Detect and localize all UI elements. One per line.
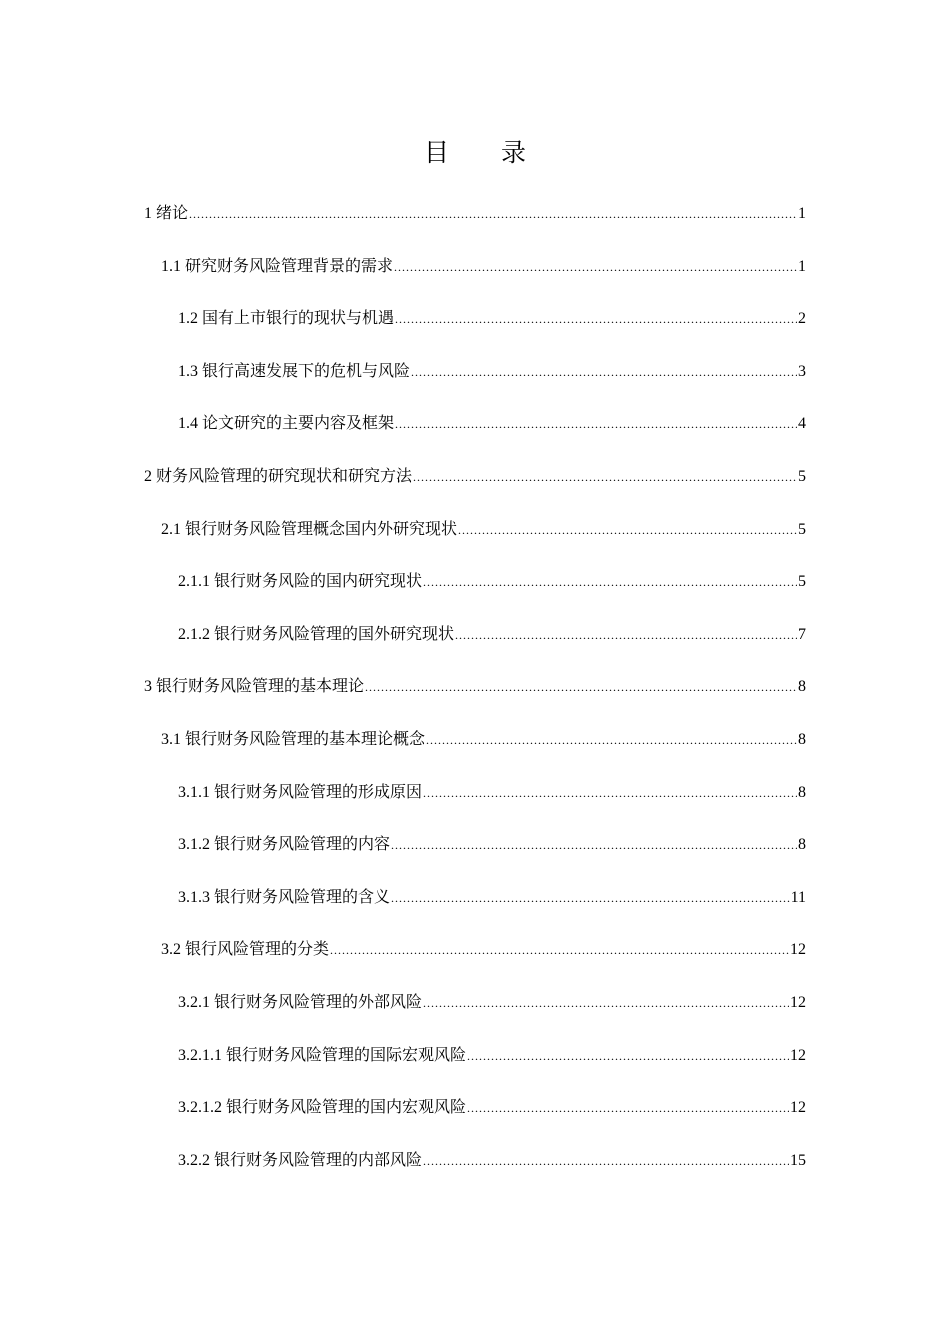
dot-leader bbox=[395, 305, 797, 333]
toc-entry[interactable] bbox=[178, 410, 806, 438]
toc-entry[interactable] bbox=[178, 1042, 806, 1070]
toc-entry-title: 1 绪论 bbox=[144, 205, 189, 222]
toc-entry-title: 2 财务风险管理的研究现状和研究方法 bbox=[144, 468, 413, 485]
toc-entry[interactable] bbox=[178, 779, 806, 807]
dot-leader bbox=[455, 621, 797, 649]
toc-entry[interactable] bbox=[144, 463, 806, 491]
toc-entry-page-number: 4 bbox=[798, 415, 806, 432]
dot-leader bbox=[423, 779, 797, 807]
toc-entry-page-number: 12 bbox=[790, 994, 806, 1011]
toc-entry-page-number: 8 bbox=[798, 784, 806, 801]
toc-entry-title: 3.2.1 银行财务风险管理的外部风险 bbox=[178, 994, 423, 1011]
toc-entry-title: 3.1.3 银行财务风险管理的含义 bbox=[178, 889, 391, 906]
toc-entry-page-number: 8 bbox=[798, 836, 806, 853]
toc-entry-title: 1.3 银行高速发展下的危机与风险 bbox=[178, 363, 411, 380]
toc-entry-page-number: 11 bbox=[790, 889, 806, 906]
toc-entry[interactable] bbox=[178, 1147, 806, 1175]
toc-entry-page-number: 5 bbox=[798, 468, 806, 485]
dot-leader bbox=[189, 200, 797, 228]
toc-entry-title: 3.1 银行财务风险管理的基本理论概念 bbox=[161, 731, 426, 748]
dot-leader bbox=[423, 989, 789, 1017]
dot-leader bbox=[394, 253, 797, 281]
toc-entry-page-number: 5 bbox=[798, 521, 806, 538]
dot-leader bbox=[467, 1042, 789, 1070]
toc-entry[interactable] bbox=[178, 358, 806, 386]
dot-leader bbox=[413, 463, 797, 491]
dot-leader bbox=[411, 358, 797, 386]
toc-entry-page-number: 3 bbox=[798, 363, 806, 380]
toc-entry-title: 3 银行财务风险管理的基本理论 bbox=[144, 678, 365, 695]
toc-entry[interactable] bbox=[178, 989, 806, 1017]
toc-entry-title: 2.1.2 银行财务风险管理的国外研究现状 bbox=[178, 626, 455, 643]
toc-entry[interactable] bbox=[161, 726, 806, 754]
toc-entry-title: 3.2.2 银行财务风险管理的内部风险 bbox=[178, 1152, 423, 1169]
toc-entry-title: 2.1 银行财务风险管理概念国内外研究现状 bbox=[161, 521, 458, 538]
dot-leader bbox=[391, 831, 797, 859]
toc-entry[interactable] bbox=[178, 305, 806, 333]
dot-leader bbox=[391, 884, 790, 912]
toc-entry-page-number: 12 bbox=[790, 1047, 806, 1064]
toc-entry-page-number: 8 bbox=[798, 678, 806, 695]
toc-entry[interactable] bbox=[178, 568, 806, 596]
dot-leader bbox=[423, 568, 797, 596]
dot-leader bbox=[365, 673, 797, 701]
toc-entry[interactable] bbox=[178, 1094, 806, 1122]
toc-entry[interactable] bbox=[178, 621, 806, 649]
dot-leader bbox=[467, 1094, 789, 1122]
toc-entry-page-number: 12 bbox=[790, 1099, 806, 1116]
toc-entry-title: 2.1.1 银行财务风险的国内研究现状 bbox=[178, 573, 423, 590]
toc-entry-page-number: 8 bbox=[798, 731, 806, 748]
toc-entry[interactable] bbox=[161, 936, 806, 964]
toc-entry[interactable] bbox=[144, 673, 806, 701]
toc-entry-title: 1.2 国有上市银行的现状与机遇 bbox=[178, 310, 395, 327]
toc-entry-page-number: 1 bbox=[798, 205, 806, 222]
toc-entry-page-number: 5 bbox=[798, 573, 806, 590]
toc-entry[interactable] bbox=[161, 516, 806, 544]
toc-entry[interactable] bbox=[144, 200, 806, 228]
toc-entry-title: 3.1.2 银行财务风险管理的内容 bbox=[178, 836, 391, 853]
toc-entry[interactable] bbox=[161, 253, 806, 281]
dot-leader bbox=[426, 726, 797, 754]
toc-entry-title: 1.1 研究财务风险管理背景的需求 bbox=[161, 258, 394, 275]
toc-entry-page-number: 12 bbox=[790, 941, 806, 958]
toc-entry-title: 1.4 论文研究的主要内容及框架 bbox=[178, 415, 395, 432]
toc-entry-title: 3.1.1 银行财务风险管理的形成原因 bbox=[178, 784, 423, 801]
dot-leader bbox=[330, 936, 789, 964]
toc-entry-title: 3.2.1.1 银行财务风险管理的国际宏观风险 bbox=[178, 1047, 467, 1064]
toc-entry-page-number: 7 bbox=[798, 626, 806, 643]
toc-entry-page-number: 2 bbox=[798, 310, 806, 327]
toc-entry[interactable] bbox=[178, 884, 806, 912]
toc-entry-page-number: 1 bbox=[798, 258, 806, 275]
toc-entry-page-number: 15 bbox=[790, 1152, 806, 1169]
dot-leader bbox=[395, 410, 797, 438]
dot-leader bbox=[458, 516, 797, 544]
toc-entry-title: 3.2 银行风险管理的分类 bbox=[161, 941, 330, 958]
toc-entry-title: 3.2.1.2 银行财务风险管理的国内宏观风险 bbox=[178, 1099, 467, 1116]
dot-leader bbox=[423, 1147, 789, 1175]
toc-title: 目 录 bbox=[424, 138, 548, 167]
toc-entry[interactable] bbox=[178, 831, 806, 859]
